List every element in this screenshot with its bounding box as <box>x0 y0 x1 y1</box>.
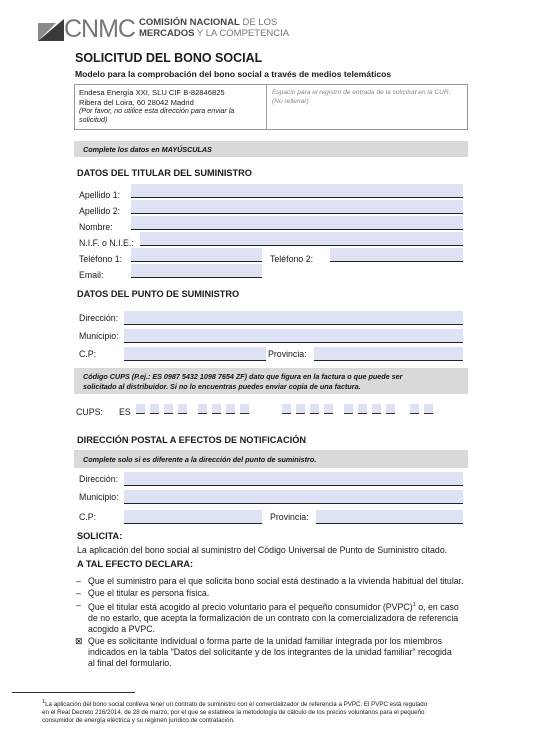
declara-item-1: Que el suministro para el que solicita bono social está destinado a la vivienda habitual del titular. <box>88 576 464 586</box>
punto-direccion-field[interactable] <box>124 311 463 325</box>
form-title: SOLICITUD DEL BONO SOCIAL <box>75 51 263 65</box>
address-box <box>74 84 468 130</box>
cups-suffix-group[interactable] <box>410 404 433 414</box>
punto-heading: DATOS DEL PUNTO DE SUMINISTRO <box>77 289 240 299</box>
postal-municipio-label: Municipio: <box>79 492 119 502</box>
postal-municipio-field[interactable] <box>124 490 463 504</box>
cups-notice: Código CUPS (P.ej.: ES 0987 5432 1098 7654 ZF) dato que figura en la factura o que puede ser solicitado al distribuidor. Si no lo encuentras puedes enviar copia de una factura. <box>74 368 468 394</box>
cups-digit-group-4[interactable] <box>344 404 395 414</box>
punto-direccion-label: Dirección: <box>79 313 119 323</box>
solicita-heading: SOLICITA: <box>77 531 123 541</box>
punto-provincia-label: Provincia: <box>268 349 307 359</box>
declara-bullet-3: – <box>76 600 81 610</box>
email-label: Email: <box>79 270 104 280</box>
nif-label: N.I.F. o N.I.E.: <box>79 238 134 248</box>
nombre-field[interactable] <box>131 216 463 230</box>
recipient-address: Endesa Energía XXI, SLU CIF B-82846825 Ribera del Loira, 60 28042 Madrid (Por favor, no utilice esta dirección para enviar la solicitud) <box>75 85 267 129</box>
form-subtitle: Modelo para la comprobación del bono social a través de medios telemáticos <box>75 69 392 79</box>
postal-heading: DIRECCIÓN POSTAL A EFECTOS DE NOTIFICACIÓN <box>77 435 307 445</box>
cups-prefix: ES <box>119 407 131 417</box>
uppercase-notice: Complete los datos en MAYÚSCULAS <box>74 141 468 157</box>
solicita-text: La aplicación del bono social al suministro del Código Universal de Punto de Suministro citado. <box>77 545 448 555</box>
postal-provincia-field[interactable] <box>316 510 463 524</box>
declara-item-2: Que el titular es persona física. <box>88 588 210 598</box>
punto-municipio-field[interactable] <box>124 329 463 343</box>
telefono1-field[interactable] <box>131 248 262 262</box>
footnote-divider <box>12 692 135 693</box>
email-field[interactable] <box>131 264 262 278</box>
postal-cp-field[interactable] <box>124 510 262 524</box>
punto-cp-field[interactable] <box>124 347 266 361</box>
apellido2-field[interactable] <box>131 200 463 214</box>
punto-provincia-field[interactable] <box>314 347 463 361</box>
declara-item-4: Que es solicitante individual o forma parte de la unidad familiar integrada por los miembros indicados en la tabla "Datos del solicitante y de los integrantes de la unidad familiar" recogida al final del formulario. <box>88 636 452 668</box>
checkbox-icon[interactable]: ⊠ <box>75 636 83 646</box>
logo-wordmark: CNMC <box>64 15 135 43</box>
postal-direccion-label: Dirección: <box>79 474 119 484</box>
declara-item-3: Que el titular está acogido al precio voluntario para el pequeño consumidor (PVPC)$^1$ o, en caso de no estarlo, que acepta la formalización de un contrato con la comercializadora de referencia acogido a PVPC. <box>88 601 459 634</box>
registry-space: Espacio para el registro de entrada de la solicitud en la CUR. (No rellenar) <box>272 89 451 105</box>
cups-digit-group-1[interactable] <box>136 404 187 414</box>
postal-provincia-label: Provincia: <box>270 512 309 522</box>
nombre-label: Nombre: <box>79 222 113 232</box>
titular-heading: DATOS DEL TITULAR DEL SUMINISTRO <box>77 168 252 178</box>
punto-municipio-label: Municipio: <box>79 331 119 341</box>
cups-digit-group-3[interactable] <box>282 404 333 414</box>
cups-digit-group-2[interactable] <box>198 404 249 414</box>
cnmc-logo-icon <box>38 19 64 41</box>
postal-cp-label: C.P: <box>79 512 97 522</box>
telefono2-label: Teléfono 2: <box>270 254 314 264</box>
declara-bullet-2: – <box>76 588 81 598</box>
apellido1-label: Apellido 1: <box>79 190 121 200</box>
apellido1-field[interactable] <box>131 184 463 198</box>
footnote: $^1$La aplicación del bono social conlleva tener un contrato de suministro con el comercializador de referencia a PVPC. El PVPC está regulado en el Real Decreto 216/2014, de 28 de marzo, por el que se establece la metodología de cálculo de los precios voluntarios para el pequeño consumidor de energía eléctrica y su régimen jurídico de contratación. <box>42 699 428 725</box>
postal-notice: Complete solo si es diferente a la dirección del punto de suministro. <box>74 450 468 468</box>
address-note: (Por favor, no utilice esta dirección para enviar la solicitud) <box>79 106 235 124</box>
postal-direccion-field[interactable] <box>124 472 463 486</box>
declara-bullet-1: – <box>76 576 81 586</box>
cups-label: CUPS: <box>76 407 103 417</box>
telefono1-label: Teléfono 1: <box>79 254 123 264</box>
punto-cp-label: C.P: <box>79 349 97 359</box>
declara-heading: A TAL EFECTO DECLARA: <box>77 559 194 569</box>
telefono2-field[interactable] <box>330 248 463 262</box>
apellido2-label: Apellido 2: <box>79 206 121 216</box>
organization-name: COMISIÓN NACIONAL DE LOS MERCADOS Y LA COMPETENCIA <box>139 17 290 39</box>
nif-field[interactable] <box>140 232 463 246</box>
